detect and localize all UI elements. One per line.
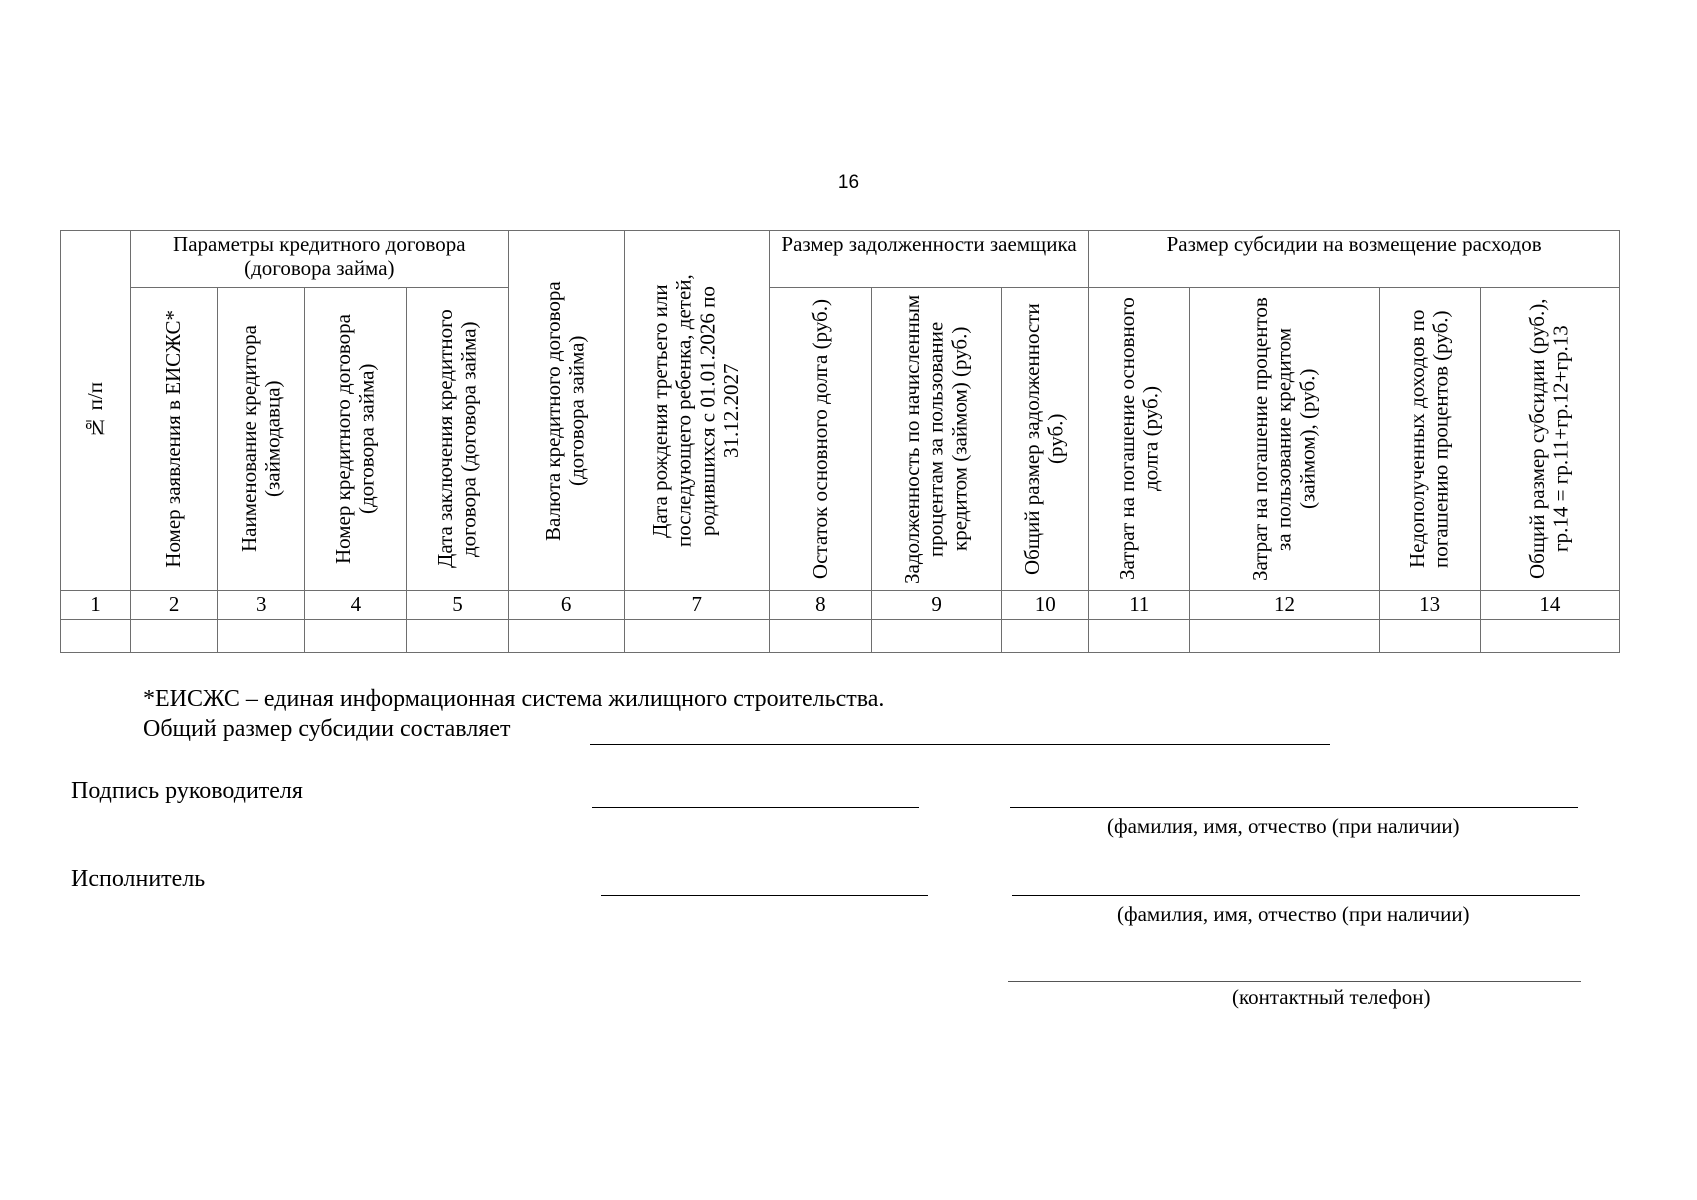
table-cell[interactable] xyxy=(1190,620,1379,653)
phone-line[interactable] xyxy=(1008,981,1581,982)
header-cell-2 xyxy=(131,288,218,591)
header-num-label: № п/п xyxy=(82,381,107,440)
column-number: 8 xyxy=(769,591,871,620)
head-signature-label: Подпись руководителя xyxy=(71,778,303,804)
table-cell[interactable] xyxy=(624,620,769,653)
column-number: 9 xyxy=(871,591,1001,620)
table-cell[interactable] xyxy=(218,620,305,653)
header-cell-13 xyxy=(1379,288,1480,591)
column-number: 5 xyxy=(407,591,508,620)
column-number: 14 xyxy=(1480,591,1619,620)
phone-caption: (контактный телефон) xyxy=(1232,985,1431,1009)
column-number: 1 xyxy=(61,591,131,620)
header-cell-5 xyxy=(407,288,508,591)
header-cell-9 xyxy=(871,288,1001,591)
header-label-3: Наименование кредитора (займодавца) xyxy=(236,325,285,553)
subsidy-table-container xyxy=(60,230,1620,653)
header-label-10: Общий размер задолженности (руб.) xyxy=(1020,303,1069,575)
header-label-6: Валюта кредитного договора (договора займа) xyxy=(541,280,590,541)
table-cell[interactable] xyxy=(1002,620,1089,653)
group-header-debt-size: Размер задолженности заемщика xyxy=(769,231,1088,288)
group-header-credit-params: Параметры кредитного договора (договора займа) xyxy=(131,231,508,288)
header-label-9: Задолженность по начисленным процентам за пользование кредитом (займом) (руб.) xyxy=(899,294,972,584)
table-cell[interactable] xyxy=(407,620,508,653)
column-number-row xyxy=(61,591,1620,620)
header-cell-14 xyxy=(1480,288,1619,591)
header-label-2: Номер заявления в ЕИСЖС* xyxy=(161,310,186,568)
column-number: 11 xyxy=(1089,591,1190,620)
column-number: 6 xyxy=(508,591,624,620)
header-cell-3 xyxy=(218,288,305,591)
header-label-4: Номер кредитного договора (договора займа) xyxy=(331,314,379,564)
footnote: *ЕИСЖС – единая информационная система жилищного строительства. xyxy=(143,686,885,712)
table-cell[interactable] xyxy=(769,620,871,653)
total-subsidy-label: Общий размер субсидии составляет xyxy=(143,716,511,742)
column-number: 10 xyxy=(1002,591,1089,620)
header-cell-7 xyxy=(624,231,769,591)
total-subsidy-line[interactable] xyxy=(590,744,1330,745)
page-number: 16 xyxy=(837,172,860,193)
table-cell[interactable] xyxy=(305,620,407,653)
head-name-caption: (фамилия, имя, отчество (при наличии) xyxy=(1107,814,1460,838)
table-cell[interactable] xyxy=(1480,620,1619,653)
column-number: 2 xyxy=(131,591,218,620)
group-header-subsidy-size: Размер субсидии на возмещение расходов xyxy=(1089,231,1620,288)
table-cell[interactable] xyxy=(508,620,624,653)
header-label-8: Остаток основного долга (руб.) xyxy=(807,298,832,580)
header-label-12: Затрат на погашение процентов за пользование кредитом (займом), (руб.) xyxy=(1247,297,1320,581)
header-cell-11 xyxy=(1089,288,1190,591)
head-signature-line[interactable] xyxy=(592,807,919,808)
table-cell[interactable] xyxy=(871,620,1001,653)
table-cell[interactable] xyxy=(1089,620,1190,653)
column-number: 13 xyxy=(1379,591,1480,620)
subsidy-table xyxy=(60,230,1620,653)
header-cell-12 xyxy=(1190,288,1379,591)
column-number: 7 xyxy=(624,591,769,620)
table-cell[interactable] xyxy=(1379,620,1480,653)
column-number: 3 xyxy=(218,591,305,620)
header-label-13: Недополученных доходов по погашению процентов (руб.) xyxy=(1404,309,1453,569)
header-label-11: Затрат на погашение основного долга (руб.) xyxy=(1114,297,1163,581)
header-row-groups xyxy=(61,231,1620,288)
header-cell-6 xyxy=(508,231,624,591)
executor-label: Исполнитель xyxy=(71,866,206,892)
head-name-line[interactable] xyxy=(1010,807,1578,808)
executor-signature-line[interactable] xyxy=(601,895,928,896)
header-label-14: Общий размер субсидии (руб.), гр.14 = гр.11+гр.12+гр.13 xyxy=(1525,298,1573,580)
header-cell-1 xyxy=(61,231,131,591)
executor-name-line[interactable] xyxy=(1012,895,1580,896)
header-cell-4 xyxy=(305,288,407,591)
header-label-5: Дата заключения кредитного договора (договора займа) xyxy=(432,309,481,569)
table-row xyxy=(61,620,1620,653)
table-cell[interactable] xyxy=(61,620,131,653)
column-number: 4 xyxy=(305,591,407,620)
executor-name-caption: (фамилия, имя, отчество (при наличии) xyxy=(1117,902,1470,926)
header-row-columns xyxy=(61,288,1620,591)
header-cell-8 xyxy=(769,288,871,591)
header-label-7: Дата рождения третьего или последующего ребенка, детей, родившихся с 01.01.2026 по 31.12.2027 xyxy=(648,274,744,547)
column-number: 12 xyxy=(1190,591,1379,620)
header-cell-10 xyxy=(1002,288,1089,591)
table-cell[interactable] xyxy=(131,620,218,653)
